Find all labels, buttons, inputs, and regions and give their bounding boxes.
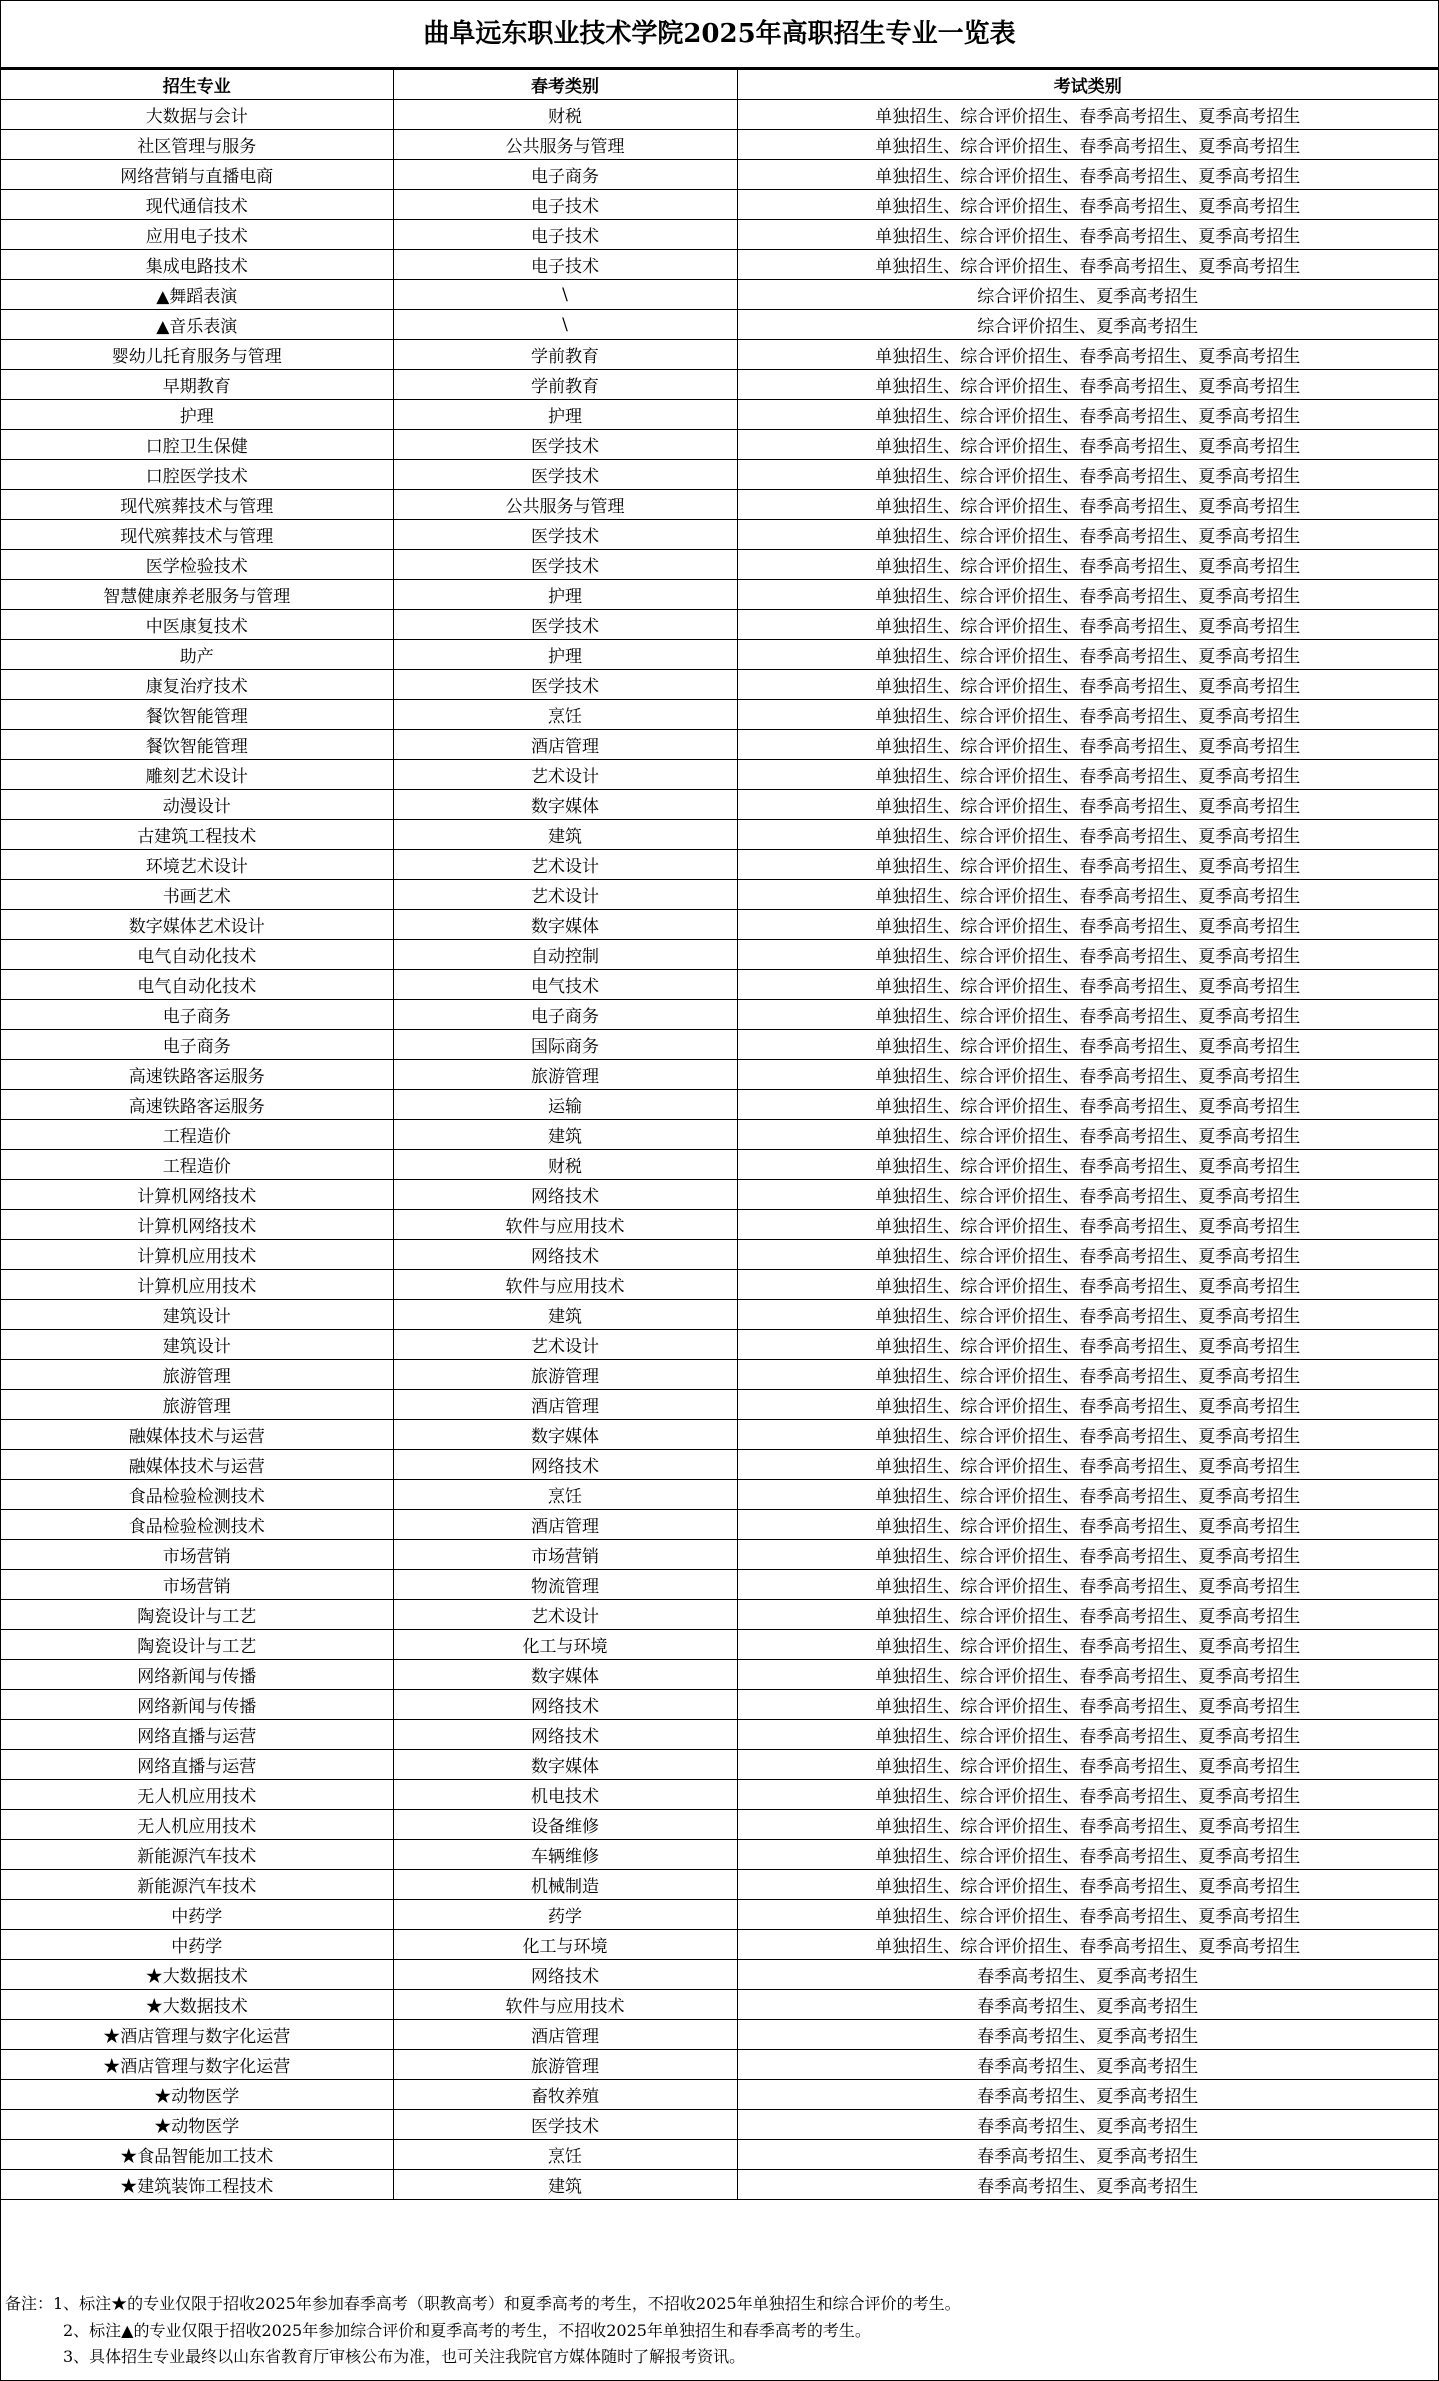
spring-category-cell: 国际商务 (393, 1030, 737, 1060)
spring-category-cell: 软件与应用技术 (393, 1270, 737, 1300)
table-row (1, 340, 1438, 370)
major-cell: 中药学 (1, 1900, 393, 1930)
header-spring-category: 春考类别 (393, 70, 737, 100)
exam-type-cell: 单独招生、综合评价招生、春季高考招生、夏季高考招生 (737, 790, 1438, 820)
major-cell: 网络直播与运营 (1, 1750, 393, 1780)
major-cell: 环境艺术设计 (1, 850, 393, 880)
spring-category-cell: 医学技术 (393, 2110, 737, 2140)
exam-type-cell: 单独招生、综合评价招生、春季高考招生、夏季高考招生 (737, 580, 1438, 610)
major-cell: 动漫设计 (1, 790, 393, 820)
spring-category-cell: 烹饪 (393, 2140, 737, 2170)
spring-category-cell: 医学技术 (393, 670, 737, 700)
spring-category-cell: 电子商务 (393, 160, 737, 190)
table-row (1, 280, 1438, 310)
spring-category-cell: 网络技术 (393, 1690, 737, 1720)
major-cell: 智慧健康养老服务与管理 (1, 580, 393, 610)
spring-category-cell: 医学技术 (393, 520, 737, 550)
major-cell: 网络营销与直播电商 (1, 160, 393, 190)
major-cell: 建筑设计 (1, 1330, 393, 1360)
exam-type-cell: 单独招生、综合评价招生、春季高考招生、夏季高考招生 (737, 910, 1438, 940)
table-row (1, 520, 1438, 550)
major-cell: 大数据与会计 (1, 100, 393, 130)
exam-type-cell: 春季高考招生、夏季高考招生 (737, 2050, 1438, 2080)
spring-category-cell: 医学技术 (393, 430, 737, 460)
exam-type-cell: 单独招生、综合评价招生、春季高考招生、夏季高考招生 (737, 550, 1438, 580)
table-row (1, 820, 1438, 850)
table-row (1, 1450, 1438, 1480)
spring-category-cell: 运输 (393, 1090, 737, 1120)
major-cell: ▲音乐表演 (1, 310, 393, 340)
major-cell: 餐饮智能管理 (1, 700, 393, 730)
table-row (1, 1510, 1438, 1540)
exam-type-cell: 单独招生、综合评价招生、春季高考招生、夏季高考招生 (737, 1030, 1438, 1060)
major-cell: 旅游管理 (1, 1360, 393, 1390)
spring-category-cell: 电子商务 (393, 1000, 737, 1030)
major-cell: 食品检验检测技术 (1, 1510, 393, 1540)
major-cell: 高速铁路客运服务 (1, 1090, 393, 1120)
major-cell: 雕刻艺术设计 (1, 760, 393, 790)
major-cell: 电子商务 (1, 1000, 393, 1030)
major-cell: 助产 (1, 640, 393, 670)
table-row (1, 2170, 1438, 2200)
exam-type-cell: 单独招生、综合评价招生、春季高考招生、夏季高考招生 (737, 1630, 1438, 1660)
spring-category-cell: 数字媒体 (393, 1420, 737, 1450)
major-cell: 中药学 (1, 1930, 393, 1960)
spring-category-cell: 畜牧养殖 (393, 2080, 737, 2110)
table-row (1, 250, 1438, 280)
table-header-row (1, 70, 1438, 100)
major-cell: 高速铁路客运服务 (1, 1060, 393, 1090)
exam-type-cell: 单独招生、综合评价招生、春季高考招生、夏季高考招生 (737, 1180, 1438, 1210)
page-title: 曲阜远东职业技术学院2025年高职招生专业一览表 (1, 1, 1438, 69)
major-cell: 网络新闻与传播 (1, 1690, 393, 1720)
exam-type-cell: 单独招生、综合评价招生、春季高考招生、夏季高考招生 (737, 610, 1438, 640)
exam-type-cell: 单独招生、综合评价招生、春季高考招生、夏季高考招生 (737, 490, 1438, 520)
major-cell: 新能源汽车技术 (1, 1870, 393, 1900)
table-row (1, 370, 1438, 400)
exam-type-cell: 单独招生、综合评价招生、春季高考招生、夏季高考招生 (737, 370, 1438, 400)
exam-type-cell: 单独招生、综合评价招生、春季高考招生、夏季高考招生 (737, 1840, 1438, 1870)
major-cell: ▲舞蹈表演 (1, 280, 393, 310)
major-cell: 电气自动化技术 (1, 970, 393, 1000)
major-cell: 数字媒体艺术设计 (1, 910, 393, 940)
exam-type-cell: 单独招生、综合评价招生、春季高考招生、夏季高考招生 (737, 1780, 1438, 1810)
table-row (1, 1180, 1438, 1210)
table-row (1, 100, 1438, 130)
major-cell: 餐饮智能管理 (1, 730, 393, 760)
table-row (1, 640, 1438, 670)
table-row (1, 1690, 1438, 1720)
exam-type-cell: 单独招生、综合评价招生、春季高考招生、夏季高考招生 (737, 1930, 1438, 1960)
major-cell: 市场营销 (1, 1540, 393, 1570)
major-cell: 计算机网络技术 (1, 1180, 393, 1210)
spring-category-cell: 旅游管理 (393, 1060, 737, 1090)
exam-type-cell: 单独招生、综合评价招生、春季高考招生、夏季高考招生 (737, 1060, 1438, 1090)
spring-category-cell: 酒店管理 (393, 1510, 737, 1540)
table-row (1, 160, 1438, 190)
table-row (1, 1240, 1438, 1270)
exam-type-cell: 单独招生、综合评价招生、春季高考招生、夏季高考招生 (737, 820, 1438, 850)
major-cell: 早期教育 (1, 370, 393, 400)
spring-category-cell: 公共服务与管理 (393, 490, 737, 520)
table-row (1, 2110, 1438, 2140)
spring-category-cell: 财税 (393, 100, 737, 130)
spring-category-cell: 烹饪 (393, 700, 737, 730)
spring-category-cell: 建筑 (393, 1120, 737, 1150)
exam-type-cell: 单独招生、综合评价招生、春季高考招生、夏季高考招生 (737, 1870, 1438, 1900)
exam-type-cell: 单独招生、综合评价招生、春季高考招生、夏季高考招生 (737, 880, 1438, 910)
majors-table (1, 69, 1438, 2200)
spring-category-cell: 机械制造 (393, 1870, 737, 1900)
spring-category-cell: 酒店管理 (393, 1390, 737, 1420)
major-cell: 陶瓷设计与工艺 (1, 1600, 393, 1630)
table-row (1, 610, 1438, 640)
major-cell: 旅游管理 (1, 1390, 393, 1420)
exam-type-cell: 综合评价招生、夏季高考招生 (737, 310, 1438, 340)
major-cell: 电气自动化技术 (1, 940, 393, 970)
major-cell: 电子商务 (1, 1030, 393, 1060)
exam-type-cell: 单独招生、综合评价招生、春季高考招生、夏季高考招生 (737, 1600, 1438, 1630)
exam-type-cell: 单独招生、综合评价招生、春季高考招生、夏季高考招生 (737, 1330, 1438, 1360)
major-cell: ★建筑装饰工程技术 (1, 2170, 393, 2200)
table-row (1, 460, 1438, 490)
major-cell: 陶瓷设计与工艺 (1, 1630, 393, 1660)
table-row (1, 430, 1438, 460)
table-row (1, 1990, 1438, 2020)
table-row (1, 700, 1438, 730)
note-2: 2、标注▲的专业仅限于招收2025年参加综合评价和夏季高考的考生，不招收2025年单独招生和春季高考的考生。 (63, 2320, 871, 2340)
table-row (1, 1600, 1438, 1630)
major-cell: ★酒店管理与数字化运营 (1, 2050, 393, 2080)
spring-category-cell: 公共服务与管理 (393, 130, 737, 160)
major-cell: 医学检验技术 (1, 550, 393, 580)
spring-category-cell: 电子技术 (393, 220, 737, 250)
spring-category-cell: 电气技术 (393, 970, 737, 1000)
major-cell: 计算机应用技术 (1, 1240, 393, 1270)
exam-type-cell: 春季高考招生、夏季高考招生 (737, 2020, 1438, 2050)
spring-category-cell: 艺术设计 (393, 1330, 737, 1360)
major-cell: ★大数据技术 (1, 1990, 393, 2020)
major-cell: 网络直播与运营 (1, 1720, 393, 1750)
exam-type-cell: 单独招生、综合评价招生、春季高考招生、夏季高考招生 (737, 1720, 1438, 1750)
spring-category-cell: 医学技术 (393, 610, 737, 640)
table-row (1, 400, 1438, 430)
exam-type-cell: 单独招生、综合评价招生、春季高考招生、夏季高考招生 (737, 970, 1438, 1000)
exam-type-cell: 单独招生、综合评价招生、春季高考招生、夏季高考招生 (737, 100, 1438, 130)
exam-type-cell: 单独招生、综合评价招生、春季高考招生、夏季高考招生 (737, 1690, 1438, 1720)
major-cell: 建筑设计 (1, 1300, 393, 1330)
spring-category-cell: 医学技术 (393, 460, 737, 490)
table-row (1, 1930, 1438, 1960)
spring-category-cell: 化工与环境 (393, 1930, 737, 1960)
exam-type-cell: 春季高考招生、夏季高考招生 (737, 2170, 1438, 2200)
major-cell: 应用电子技术 (1, 220, 393, 250)
exam-type-cell: 单独招生、综合评价招生、春季高考招生、夏季高考招生 (737, 1570, 1438, 1600)
exam-type-cell: 综合评价招生、夏季高考招生 (737, 280, 1438, 310)
exam-type-cell: 单独招生、综合评价招生、春季高考招生、夏季高考招生 (737, 1120, 1438, 1150)
exam-type-cell: 单独招生、综合评价招生、春季高考招生、夏季高考招生 (737, 1480, 1438, 1510)
spring-category-cell: 酒店管理 (393, 2020, 737, 2050)
major-cell: 现代通信技术 (1, 190, 393, 220)
table-row (1, 1750, 1438, 1780)
exam-type-cell: 单独招生、综合评价招生、春季高考招生、夏季高考招生 (737, 730, 1438, 760)
exam-type-cell: 单独招生、综合评价招生、春季高考招生、夏季高考招生 (737, 700, 1438, 730)
spring-category-cell: 数字媒体 (393, 790, 737, 820)
table-row (1, 1780, 1438, 1810)
exam-type-cell: 单独招生、综合评价招生、春季高考招生、夏季高考招生 (737, 130, 1438, 160)
table-row (1, 1570, 1438, 1600)
major-cell: 婴幼儿托育服务与管理 (1, 340, 393, 370)
major-cell: 新能源汽车技术 (1, 1840, 393, 1870)
exam-type-cell: 单独招生、综合评价招生、春季高考招生、夏季高考招生 (737, 1090, 1438, 1120)
major-cell: 书画艺术 (1, 880, 393, 910)
spring-category-cell: 自动控制 (393, 940, 737, 970)
spring-category-cell: 软件与应用技术 (393, 1210, 737, 1240)
exam-type-cell: 单独招生、综合评价招生、春季高考招生、夏季高考招生 (737, 1210, 1438, 1240)
exam-type-cell: 单独招生、综合评价招生、春季高考招生、夏季高考招生 (737, 760, 1438, 790)
table-row (1, 130, 1438, 160)
table-row (1, 730, 1438, 760)
major-cell: 融媒体技术与运营 (1, 1420, 393, 1450)
table-row (1, 1960, 1438, 1990)
table-row (1, 580, 1438, 610)
major-cell: 护理 (1, 400, 393, 430)
spring-category-cell: 设备维修 (393, 1810, 737, 1840)
exam-type-cell: 单独招生、综合评价招生、春季高考招生、夏季高考招生 (737, 250, 1438, 280)
major-cell: 现代殡葬技术与管理 (1, 490, 393, 520)
exam-type-cell: 单独招生、综合评价招生、春季高考招生、夏季高考招生 (737, 850, 1438, 880)
major-cell: 工程造价 (1, 1150, 393, 1180)
spring-category-cell: 网络技术 (393, 1450, 737, 1480)
note-3: 3、具体招生专业最终以山东省教育厅审核公布为准，也可关注我院官方媒体随时了解报考资讯。 (63, 2347, 746, 2366)
spring-category-cell: 数字媒体 (393, 1750, 737, 1780)
exam-type-cell: 春季高考招生、夏季高考招生 (737, 2080, 1438, 2110)
major-cell: 计算机应用技术 (1, 1270, 393, 1300)
table-row (1, 1630, 1438, 1660)
exam-type-cell: 单独招生、综合评价招生、春季高考招生、夏季高考招生 (737, 400, 1438, 430)
exam-type-cell: 单独招生、综合评价招生、春季高考招生、夏季高考招生 (737, 1750, 1438, 1780)
table-row (1, 790, 1438, 820)
major-cell: ★动物医学 (1, 2080, 393, 2110)
exam-type-cell: 单独招生、综合评价招生、春季高考招生、夏季高考招生 (737, 340, 1438, 370)
table-row (1, 1540, 1438, 1570)
table-row (1, 190, 1438, 220)
exam-type-cell: 单独招生、综合评价招生、春季高考招生、夏季高考招生 (737, 190, 1438, 220)
table-body (1, 100, 1438, 2200)
exam-type-cell: 单独招生、综合评价招生、春季高考招生、夏季高考招生 (737, 1360, 1438, 1390)
exam-type-cell: 单独招生、综合评价招生、春季高考招生、夏季高考招生 (737, 1150, 1438, 1180)
spring-category-cell: 旅游管理 (393, 2050, 737, 2080)
exam-type-cell: 单独招生、综合评价招生、春季高考招生、夏季高考招生 (737, 1270, 1438, 1300)
table-row (1, 490, 1438, 520)
table-row (1, 1810, 1438, 1840)
spring-category-cell: 网络技术 (393, 1180, 737, 1210)
spring-category-cell: 护理 (393, 640, 737, 670)
spring-category-cell: 物流管理 (393, 1570, 737, 1600)
major-cell: 网络新闻与传播 (1, 1660, 393, 1690)
spring-category-cell: 学前教育 (393, 340, 737, 370)
table-row (1, 1120, 1438, 1150)
major-cell: 无人机应用技术 (1, 1810, 393, 1840)
table-row (1, 1870, 1438, 1900)
exam-type-cell: 单独招生、综合评价招生、春季高考招生、夏季高考招生 (737, 1390, 1438, 1420)
spring-category-cell: 护理 (393, 400, 737, 430)
table-row (1, 970, 1438, 1000)
table-row (1, 1090, 1438, 1120)
note-1: 备注：1、标注★的专业仅限于招收2025年参加春季高考（职教高考）和夏季高考的考生，不招收2025年单独招生和综合评价的考生。 (5, 2294, 961, 2313)
major-cell: 康复治疗技术 (1, 670, 393, 700)
table-row (1, 910, 1438, 940)
exam-type-cell: 单独招生、综合评价招生、春季高考招生、夏季高考招生 (737, 1000, 1438, 1030)
table-row (1, 1660, 1438, 1690)
exam-type-cell: 单独招生、综合评价招生、春季高考招生、夏季高考招生 (737, 520, 1438, 550)
major-cell: 中医康复技术 (1, 610, 393, 640)
exam-type-cell: 单独招生、综合评价招生、春季高考招生、夏季高考招生 (737, 940, 1438, 970)
table-row (1, 2080, 1438, 2110)
major-cell: 古建筑工程技术 (1, 820, 393, 850)
major-cell: ★食品智能加工技术 (1, 2140, 393, 2170)
table-row (1, 1030, 1438, 1060)
major-cell: ★大数据技术 (1, 1960, 393, 1990)
spring-category-cell: 酒店管理 (393, 730, 737, 760)
spring-category-cell: 机电技术 (393, 1780, 737, 1810)
exam-type-cell: 单独招生、综合评价招生、春季高考招生、夏季高考招生 (737, 460, 1438, 490)
major-cell: 市场营销 (1, 1570, 393, 1600)
major-cell: 工程造价 (1, 1120, 393, 1150)
table-row (1, 1420, 1438, 1450)
exam-type-cell: 单独招生、综合评价招生、春季高考招生、夏季高考招生 (737, 1660, 1438, 1690)
table-row (1, 670, 1438, 700)
spring-category-cell: 建筑 (393, 820, 737, 850)
major-cell: ★酒店管理与数字化运营 (1, 2020, 393, 2050)
table-row (1, 1900, 1438, 1930)
spring-category-cell: 数字媒体 (393, 1660, 737, 1690)
table-row (1, 880, 1438, 910)
exam-type-cell: 春季高考招生、夏季高考招生 (737, 2110, 1438, 2140)
notes (1, 2269, 1438, 2371)
table-row (1, 1150, 1438, 1180)
spring-category-cell: 艺术设计 (393, 850, 737, 880)
spring-category-cell: 电子技术 (393, 190, 737, 220)
spring-category-cell: 建筑 (393, 1300, 737, 1330)
major-cell: 计算机网络技术 (1, 1210, 393, 1240)
exam-type-cell: 单独招生、综合评价招生、春季高考招生、夏季高考招生 (737, 640, 1438, 670)
exam-type-cell: 单独招生、综合评价招生、春季高考招生、夏季高考招生 (737, 1420, 1438, 1450)
spring-category-cell: \ (393, 310, 737, 340)
spring-category-cell: 车辆维修 (393, 1840, 737, 1870)
major-cell: 无人机应用技术 (1, 1780, 393, 1810)
exam-type-cell: 单独招生、综合评价招生、春季高考招生、夏季高考招生 (737, 1510, 1438, 1540)
table-row (1, 1480, 1438, 1510)
table-row (1, 1330, 1438, 1360)
table-row (1, 1300, 1438, 1330)
exam-type-cell: 单独招生、综合评价招生、春季高考招生、夏季高考招生 (737, 1450, 1438, 1480)
spring-category-cell: 药学 (393, 1900, 737, 1930)
exam-type-cell: 春季高考招生、夏季高考招生 (737, 2140, 1438, 2170)
header-major: 招生专业 (1, 70, 393, 100)
major-cell: 口腔医学技术 (1, 460, 393, 490)
spring-category-cell: 网络技术 (393, 1960, 737, 1990)
table-row (1, 310, 1438, 340)
exam-type-cell: 单独招生、综合评价招生、春季高考招生、夏季高考招生 (737, 1240, 1438, 1270)
spring-category-cell: 化工与环境 (393, 1630, 737, 1660)
table-row (1, 1210, 1438, 1240)
exam-type-cell: 春季高考招生、夏季高考招生 (737, 1960, 1438, 1990)
exam-type-cell: 单独招生、综合评价招生、春季高考招生、夏季高考招生 (737, 220, 1438, 250)
table-row (1, 1000, 1438, 1030)
table-row (1, 1840, 1438, 1870)
major-cell: 融媒体技术与运营 (1, 1450, 393, 1480)
table-row (1, 760, 1438, 790)
major-cell: 现代殡葬技术与管理 (1, 520, 393, 550)
spring-category-cell: 艺术设计 (393, 760, 737, 790)
spring-category-cell: 电子技术 (393, 250, 737, 280)
exam-type-cell: 单独招生、综合评价招生、春季高考招生、夏季高考招生 (737, 670, 1438, 700)
exam-type-cell: 单独招生、综合评价招生、春季高考招生、夏季高考招生 (737, 1540, 1438, 1570)
spring-category-cell: \ (393, 280, 737, 310)
exam-type-cell: 单独招生、综合评价招生、春季高考招生、夏季高考招生 (737, 430, 1438, 460)
spring-category-cell: 财税 (393, 1150, 737, 1180)
table-row (1, 2020, 1438, 2050)
table-row (1, 550, 1438, 580)
exam-type-cell: 单独招生、综合评价招生、春季高考招生、夏季高考招生 (737, 160, 1438, 190)
exam-type-cell: 春季高考招生、夏季高考招生 (737, 1990, 1438, 2020)
spring-category-cell: 旅游管理 (393, 1360, 737, 1390)
major-cell: 集成电路技术 (1, 250, 393, 280)
table-row (1, 1720, 1438, 1750)
spring-category-cell: 市场营销 (393, 1540, 737, 1570)
table-row (1, 2140, 1438, 2170)
spring-category-cell: 数字媒体 (393, 910, 737, 940)
spring-category-cell: 软件与应用技术 (393, 1990, 737, 2020)
major-cell: ★动物医学 (1, 2110, 393, 2140)
exam-type-cell: 单独招生、综合评价招生、春季高考招生、夏季高考招生 (737, 1300, 1438, 1330)
table-row (1, 1270, 1438, 1300)
major-cell: 社区管理与服务 (1, 130, 393, 160)
exam-type-cell: 单独招生、综合评价招生、春季高考招生、夏季高考招生 (737, 1900, 1438, 1930)
spring-category-cell: 医学技术 (393, 550, 737, 580)
spring-category-cell: 烹饪 (393, 1480, 737, 1510)
table-row (1, 2050, 1438, 2080)
spring-category-cell: 艺术设计 (393, 880, 737, 910)
major-cell: 食品检验检测技术 (1, 1480, 393, 1510)
table-row (1, 940, 1438, 970)
header-exam-type: 考试类别 (737, 70, 1438, 100)
spring-category-cell: 建筑 (393, 2170, 737, 2200)
table-row (1, 220, 1438, 250)
spring-category-cell: 艺术设计 (393, 1600, 737, 1630)
table-row (1, 1390, 1438, 1420)
spring-category-cell: 网络技术 (393, 1720, 737, 1750)
spring-category-cell: 网络技术 (393, 1240, 737, 1270)
major-cell: 口腔卫生保健 (1, 430, 393, 460)
table-row (1, 1360, 1438, 1390)
spring-category-cell: 护理 (393, 580, 737, 610)
spring-category-cell: 学前教育 (393, 370, 737, 400)
table-row (1, 1060, 1438, 1090)
exam-type-cell: 单独招生、综合评价招生、春季高考招生、夏季高考招生 (737, 1810, 1438, 1840)
table-row (1, 850, 1438, 880)
